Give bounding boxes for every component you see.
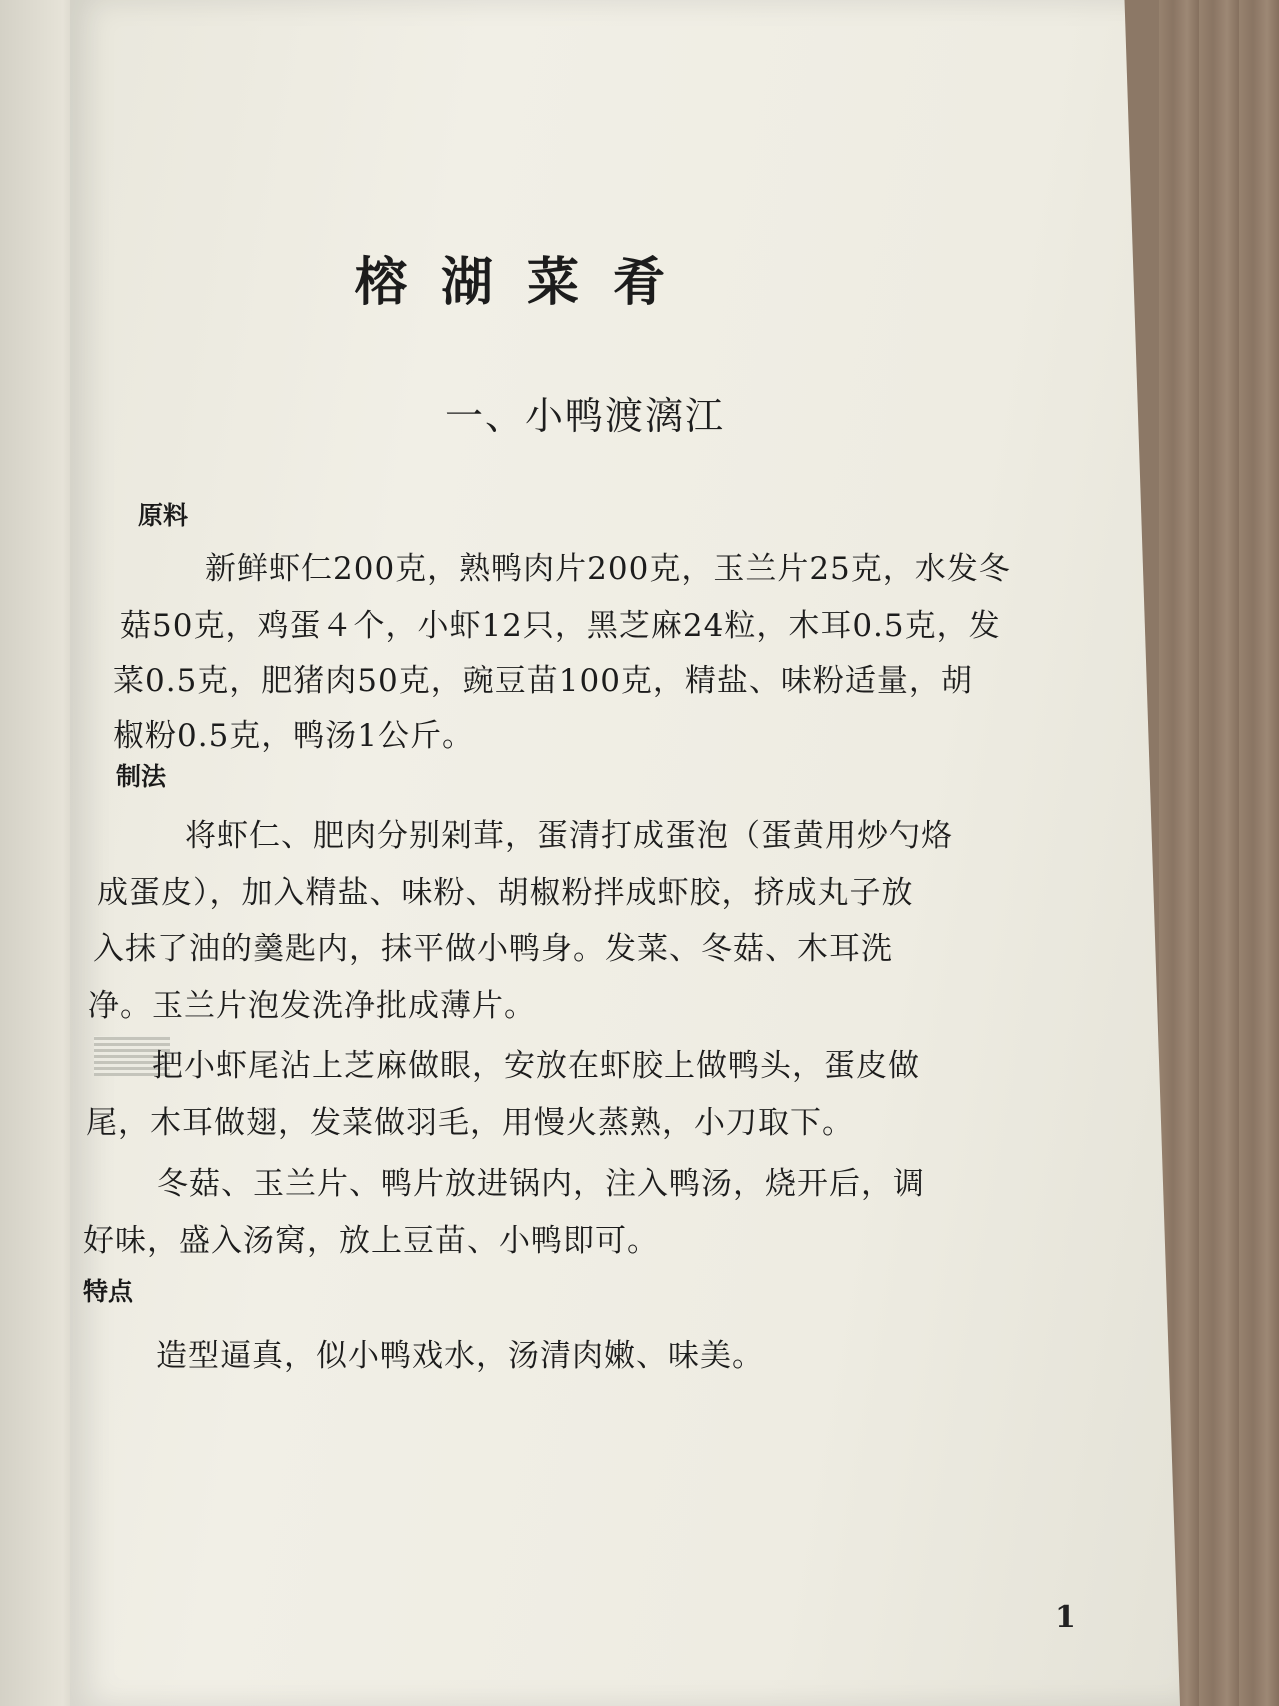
method-line: 冬菇、玉兰片、鸭片放进锅内，注入鸭汤，烧开后，调 — [157, 1166, 925, 1202]
recipe-title: 一、小鸭渡漓江 — [445, 394, 726, 438]
wooden-table-background — [1159, 0, 1279, 1706]
ingredients-line: 椒粉0.5克，鸭汤1公斤。 — [113, 718, 475, 754]
method-line: 净。玉兰片泡发洗净批成薄片。 — [88, 988, 536, 1024]
method-line: 好味，盛入汤窝，放上豆苗、小鸭即可。 — [83, 1223, 659, 1259]
page-number: 1 — [1055, 1600, 1076, 1635]
ingredients-heading: 原料 — [138, 501, 189, 530]
method-line: 入抹了油的羹匙内，抹平做小鸭身。发菜、冬菇、木耳洗 — [93, 931, 893, 967]
ingredients-line: 菇50克，鸡蛋４个，小虾12只，黑芝麻24粒，木耳0.5克，发 — [120, 608, 1001, 644]
ingredients-line: 新鲜虾仁200克，熟鸭肉片200克，玉兰片25克，水发冬 — [205, 551, 1011, 587]
ingredients-line: 菜0.5克，肥猪肉50克，豌豆苗100克，精盐、味粉适量，胡 — [113, 663, 973, 699]
page-title: 榕湖菜肴 — [355, 252, 700, 313]
features-line: 造型逼真，似小鸭戏水，汤清肉嫩、味美。 — [156, 1338, 764, 1374]
method-line: 尾，木耳做翅，发菜做羽毛，用慢火蒸熟，小刀取下。 — [86, 1105, 854, 1141]
method-line: 成蛋皮），加入精盐、味粉、胡椒粉拌成虾胶，挤成丸子放 — [97, 875, 914, 911]
method-heading: 制法 — [116, 762, 167, 791]
method-line: 将虾仁、肥肉分别剁茸，蛋清打成蛋泡（蛋黄用炒勺烙 — [185, 818, 953, 854]
features-heading: 特点 — [83, 1277, 134, 1306]
method-line: 把小虾尾沾上芝麻做眼，安放在虾胶上做鸭头，蛋皮做 — [152, 1048, 920, 1084]
